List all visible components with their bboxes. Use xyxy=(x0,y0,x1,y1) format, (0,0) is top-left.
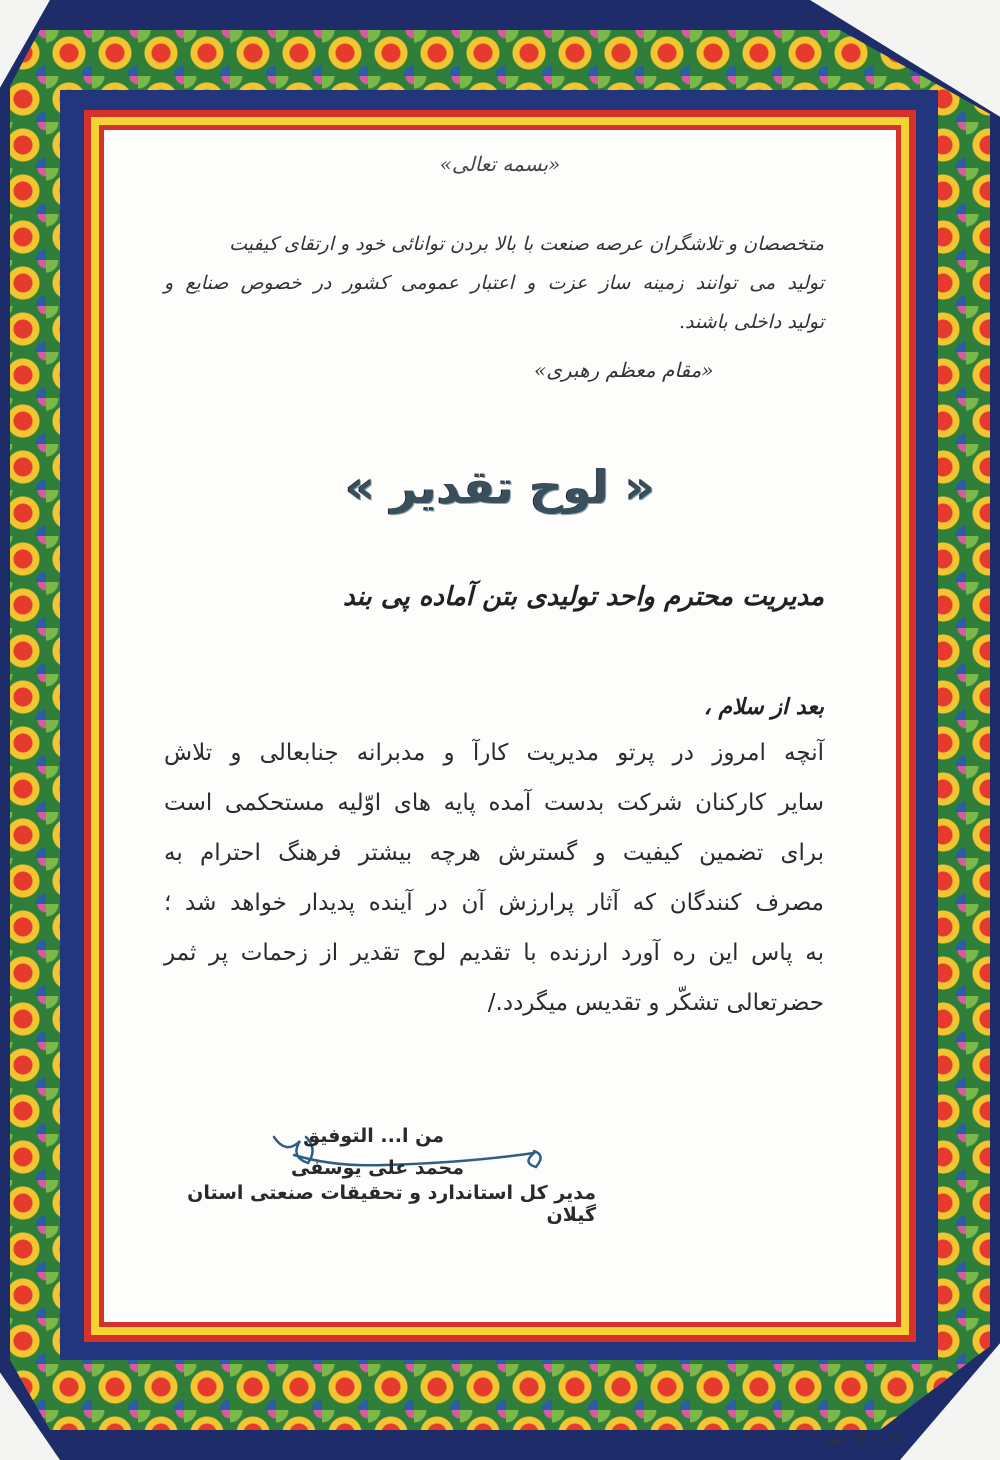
header-bismillah: «بسمه تعالی» xyxy=(439,152,561,176)
quote-source: «مقام معظم رهبری» xyxy=(534,358,714,382)
greeting: بعد از سلام ، xyxy=(703,694,824,720)
body-line-4: مصرف کنندگان که آثار پرارزش آن در آینده پدیدار خواهد شد ؛ xyxy=(164,890,824,916)
footer-code: کد : ۱۵۰ حق xyxy=(827,1430,902,1446)
body-line-3: برای تضمین کیفیت و گسترش هرچه بیشتر فرهنگ احترام به xyxy=(164,840,824,866)
recipient: مدیریت محترم واحد تولیدی بتن آماده پی بند xyxy=(343,582,824,612)
quote-line-2: تولید می توانند زمینه ساز عزت و اعتبار عمومی کشور در خصوص صنایع و xyxy=(164,272,824,294)
quote-line-1: متخصصان و تلاشگران عرصه صنعت با بالا بردن توانائی خود و ارتقای کیفیت xyxy=(229,233,824,255)
body-line-2: سایر کارکنان شرکت بدست آمده پایه های اوّلیه مستحکمی است xyxy=(164,790,824,816)
body-line-5: به پاس این ره آورد ارزنده با تقدیم لوح تقدیر از زحمات پر ثمر xyxy=(164,940,824,966)
signer-title: مدیر کل استاندارد و تحقیقات صنعتی استان گیلان xyxy=(187,1182,596,1226)
quote-line-3: تولید داخلی باشند. xyxy=(678,311,824,333)
certificate-paper xyxy=(104,130,896,1322)
signer-name: محمد علی یوسفی xyxy=(291,1157,464,1179)
certificate-title: « لوح تقدیر » xyxy=(345,460,655,514)
body-line-6: حضرتعالی تشکّر و تقدیس میگردد./ xyxy=(487,990,824,1016)
closing-phrase: من ا... التوفیق xyxy=(303,1125,444,1147)
body-line-1: آنچه امروز در پرتو مدیریت کارآ و مدبرانه جنابعالی و تلاش xyxy=(164,740,824,766)
